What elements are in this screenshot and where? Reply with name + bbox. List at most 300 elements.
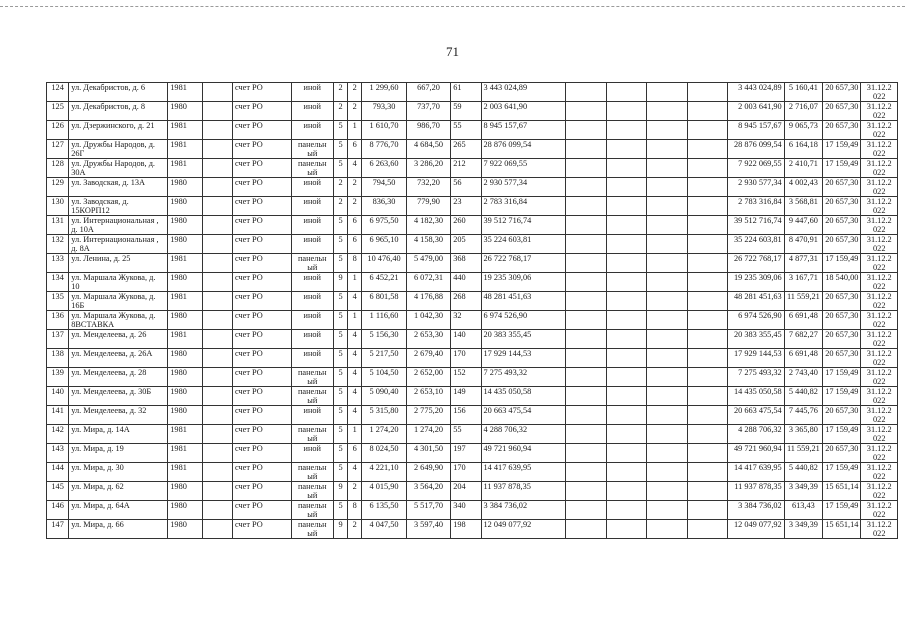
cell-max-cost: 15 651,14 <box>823 482 861 501</box>
cell-living-area: 1 042,30 <box>406 311 450 330</box>
cell-fund-method: счет РО <box>232 178 291 197</box>
cell-empty <box>606 330 646 349</box>
cell-empty <box>647 159 687 178</box>
cell-specific-cost: 9 065,73 <box>784 121 822 140</box>
cell-living-area: 2 649,90 <box>406 463 450 482</box>
cell-empty <box>566 311 606 330</box>
cell-max-cost: 20 657,30 <box>823 330 861 349</box>
cell-living-area: 737,70 <box>406 102 450 121</box>
cell-empty <box>647 140 687 159</box>
cell-total-cost: 14 417 639,95 <box>481 463 566 482</box>
cell-wall-material: панельн ый <box>291 159 333 178</box>
cell-total-area: 5 090,40 <box>362 387 406 406</box>
cell-address: ул. Мира, д. 62 <box>69 482 168 501</box>
cell-year: 1981 <box>168 83 202 102</box>
cell-year: 1980 <box>168 368 202 387</box>
cell-empty <box>687 178 727 197</box>
cell-max-cost: 20 657,30 <box>823 311 861 330</box>
cell-specific-cost: 2 743,40 <box>784 368 822 387</box>
cell-floors: 5 <box>334 216 348 235</box>
cell-deadline: 31.12.2 022 <box>861 140 898 159</box>
cell-living-area: 986,70 <box>406 121 450 140</box>
cell-year: 1981 <box>168 292 202 311</box>
cell-row-number: 137 <box>47 330 69 349</box>
cell-empty <box>687 406 727 425</box>
cell-year: 1980 <box>168 102 202 121</box>
cell-fund-method: счет РО <box>232 482 291 501</box>
cell-entrances: 4 <box>348 330 362 349</box>
cell-max-cost: 17 159,49 <box>823 463 861 482</box>
cell-empty <box>606 463 646 482</box>
cell-entrances: 2 <box>348 520 362 539</box>
cell-empty <box>202 311 232 330</box>
cell-empty <box>566 482 606 501</box>
cell-max-cost: 17 159,49 <box>823 140 861 159</box>
cell-fund-method: счет РО <box>232 349 291 368</box>
cell-specific-cost: 6 691,48 <box>784 349 822 368</box>
cell-empty <box>566 178 606 197</box>
cell-empty <box>606 520 646 539</box>
cell-empty <box>647 406 687 425</box>
cell-living-area: 2 679,40 <box>406 349 450 368</box>
cell-row-number: 131 <box>47 216 69 235</box>
cell-deadline: 31.12.2 022 <box>861 406 898 425</box>
cell-address: ул. Дружбы Народов, д. 30А <box>69 159 168 178</box>
cell-residents: 23 <box>451 197 481 216</box>
cell-address: ул. Заводская, д. 13А <box>69 178 168 197</box>
cell-wall-material: иной <box>291 406 333 425</box>
cell-specific-cost: 11 559,21 <box>784 444 822 463</box>
cell-max-cost: 20 657,30 <box>823 197 861 216</box>
table-row <box>47 406 898 425</box>
cell-fund-method: счет РО <box>232 292 291 311</box>
cell-empty <box>202 83 232 102</box>
cell-entrances: 8 <box>348 254 362 273</box>
table-row <box>47 292 898 311</box>
cell-max-cost: 15 651,14 <box>823 520 861 539</box>
cell-empty <box>202 501 232 520</box>
cell-residents: 212 <box>451 159 481 178</box>
cell-total-cost: 20 383 355,45 <box>481 330 566 349</box>
cell-deadline: 31.12.2 022 <box>861 254 898 273</box>
cell-empty <box>566 349 606 368</box>
cell-living-area: 4 182,30 <box>406 216 450 235</box>
cell-fund-method: счет РО <box>232 311 291 330</box>
cell-max-cost: 17 159,49 <box>823 254 861 273</box>
cell-repair-cost: 8 945 157,67 <box>728 121 785 140</box>
cell-fund-method: счет РО <box>232 102 291 121</box>
cell-empty <box>647 501 687 520</box>
cell-address: ул. Менделеева, д. 32 <box>69 406 168 425</box>
cell-fund-method: счет РО <box>232 444 291 463</box>
cell-row-number: 146 <box>47 501 69 520</box>
cell-repair-cost: 28 876 099,54 <box>728 140 785 159</box>
cell-specific-cost: 2 716,07 <box>784 102 822 121</box>
table-row <box>47 520 898 539</box>
cell-total-area: 1 116,60 <box>362 311 406 330</box>
cell-total-area: 5 104,50 <box>362 368 406 387</box>
cell-address: ул. Декабристов, д. 6 <box>69 83 168 102</box>
cell-year: 1981 <box>168 444 202 463</box>
cell-floors: 5 <box>334 501 348 520</box>
cell-wall-material: панельн ый <box>291 140 333 159</box>
cell-empty <box>647 83 687 102</box>
cell-residents: 340 <box>451 501 481 520</box>
cell-empty <box>647 178 687 197</box>
cell-deadline: 31.12.2 022 <box>861 197 898 216</box>
cell-row-number: 125 <box>47 102 69 121</box>
page-number: 71 <box>446 44 459 59</box>
cell-empty <box>566 140 606 159</box>
cell-empty <box>202 121 232 140</box>
cell-fund-method: счет РО <box>232 159 291 178</box>
cell-empty <box>647 121 687 140</box>
cell-floors: 5 <box>334 159 348 178</box>
cell-living-area: 3 286,20 <box>406 159 450 178</box>
cell-floors: 5 <box>334 140 348 159</box>
cell-empty <box>566 501 606 520</box>
cell-year: 1980 <box>168 311 202 330</box>
cell-total-cost: 2 003 641,90 <box>481 102 566 121</box>
cell-empty <box>606 444 646 463</box>
cell-entrances: 4 <box>348 463 362 482</box>
cell-fund-method: счет РО <box>232 330 291 349</box>
cell-total-area: 836,30 <box>362 197 406 216</box>
cell-residents: 156 <box>451 406 481 425</box>
cell-floors: 5 <box>334 463 348 482</box>
cell-row-number: 129 <box>47 178 69 197</box>
cell-entrances: 4 <box>348 349 362 368</box>
cell-repair-cost: 26 722 768,17 <box>728 254 785 273</box>
cell-address: ул. Маршала Жукова, д. 10 <box>69 273 168 292</box>
cell-empty <box>202 349 232 368</box>
cell-year: 1980 <box>168 482 202 501</box>
cell-residents: 440 <box>451 273 481 292</box>
table-row <box>47 463 898 482</box>
cell-empty <box>647 387 687 406</box>
cell-row-number: 143 <box>47 444 69 463</box>
cell-empty <box>202 159 232 178</box>
cell-deadline: 31.12.2 022 <box>861 159 898 178</box>
cell-wall-material: иной <box>291 273 333 292</box>
cell-living-area: 5 479,00 <box>406 254 450 273</box>
cell-fund-method: счет РО <box>232 501 291 520</box>
cell-wall-material: иной <box>291 292 333 311</box>
cell-empty <box>606 140 646 159</box>
cell-residents: 140 <box>451 330 481 349</box>
cell-year: 1980 <box>168 406 202 425</box>
cell-empty <box>606 159 646 178</box>
cell-total-area: 4 047,50 <box>362 520 406 539</box>
cell-floors: 5 <box>334 121 348 140</box>
cell-empty <box>566 159 606 178</box>
cell-empty <box>647 102 687 121</box>
cell-empty <box>202 292 232 311</box>
cell-empty <box>647 216 687 235</box>
cell-residents: 32 <box>451 311 481 330</box>
cell-fund-method: счет РО <box>232 121 291 140</box>
table-row <box>47 482 898 501</box>
cell-max-cost: 20 657,30 <box>823 406 861 425</box>
cell-empty <box>606 349 646 368</box>
cell-empty <box>647 292 687 311</box>
cell-address: ул. Ленина, д. 25 <box>69 254 168 273</box>
cell-wall-material: панельн ый <box>291 482 333 501</box>
cell-empty <box>202 140 232 159</box>
cell-repair-cost: 7 922 069,55 <box>728 159 785 178</box>
cell-row-number: 126 <box>47 121 69 140</box>
cell-empty <box>606 273 646 292</box>
cell-entrances: 6 <box>348 140 362 159</box>
cell-total-cost: 3 443 024,89 <box>481 83 566 102</box>
cell-fund-method: счет РО <box>232 197 291 216</box>
cell-fund-method: счет РО <box>232 140 291 159</box>
cell-wall-material: панельн ый <box>291 368 333 387</box>
table-row <box>47 159 898 178</box>
cell-total-cost: 48 281 451,63 <box>481 292 566 311</box>
cell-living-area: 3 564,20 <box>406 482 450 501</box>
table-row <box>47 216 898 235</box>
cell-empty <box>202 178 232 197</box>
cell-empty <box>687 330 727 349</box>
cell-total-cost: 39 512 716,74 <box>481 216 566 235</box>
cell-empty <box>606 197 646 216</box>
cell-wall-material: панельн ый <box>291 425 333 444</box>
cell-fund-method: счет РО <box>232 425 291 444</box>
cell-max-cost: 20 657,30 <box>823 178 861 197</box>
cell-total-area: 4 221,10 <box>362 463 406 482</box>
cell-repair-cost: 39 512 716,74 <box>728 216 785 235</box>
cell-total-cost: 8 945 157,67 <box>481 121 566 140</box>
cell-empty <box>202 235 232 254</box>
cell-empty <box>647 311 687 330</box>
cell-residents: 197 <box>451 444 481 463</box>
cell-empty <box>566 121 606 140</box>
cell-empty <box>687 520 727 539</box>
cell-row-number: 139 <box>47 368 69 387</box>
cell-empty <box>566 102 606 121</box>
cell-entrances: 6 <box>348 444 362 463</box>
cell-max-cost: 17 159,49 <box>823 387 861 406</box>
cell-row-number: 141 <box>47 406 69 425</box>
cell-fund-method: счет РО <box>232 387 291 406</box>
table-row <box>47 387 898 406</box>
cell-entrances: 2 <box>348 83 362 102</box>
cell-max-cost: 20 657,30 <box>823 235 861 254</box>
cell-repair-cost: 19 235 309,06 <box>728 273 785 292</box>
cell-max-cost: 17 159,49 <box>823 159 861 178</box>
cell-empty <box>647 482 687 501</box>
cell-row-number: 128 <box>47 159 69 178</box>
cell-empty <box>566 235 606 254</box>
cell-repair-cost: 2 783 316,84 <box>728 197 785 216</box>
cell-empty <box>606 83 646 102</box>
cell-empty <box>647 197 687 216</box>
cell-empty <box>566 368 606 387</box>
cell-entrances: 6 <box>348 216 362 235</box>
cell-entrances: 2 <box>348 102 362 121</box>
cell-total-cost: 14 435 050,58 <box>481 387 566 406</box>
cell-address: ул. Мира, д. 19 <box>69 444 168 463</box>
cell-floors: 5 <box>334 444 348 463</box>
cell-repair-cost: 3 384 736,02 <box>728 501 785 520</box>
cell-repair-cost: 14 435 050,58 <box>728 387 785 406</box>
cell-deadline: 31.12.2 022 <box>861 501 898 520</box>
cell-floors: 2 <box>334 102 348 121</box>
cell-floors: 9 <box>334 273 348 292</box>
cell-living-area: 3 597,40 <box>406 520 450 539</box>
cell-residents: 170 <box>451 463 481 482</box>
cell-empty <box>647 273 687 292</box>
cell-deadline: 31.12.2 022 <box>861 311 898 330</box>
cell-deadline: 31.12.2 022 <box>861 102 898 121</box>
cell-empty <box>687 292 727 311</box>
cell-empty <box>202 197 232 216</box>
cell-repair-cost: 48 281 451,63 <box>728 292 785 311</box>
cell-year: 1980 <box>168 387 202 406</box>
cell-total-cost: 12 049 077,92 <box>481 520 566 539</box>
cell-empty <box>566 292 606 311</box>
cell-max-cost: 20 657,30 <box>823 292 861 311</box>
cell-total-area: 6 135,50 <box>362 501 406 520</box>
cell-fund-method: счет РО <box>232 83 291 102</box>
cell-row-number: 133 <box>47 254 69 273</box>
cell-wall-material: иной <box>291 83 333 102</box>
cell-empty <box>202 254 232 273</box>
cell-max-cost: 20 657,30 <box>823 102 861 121</box>
cell-specific-cost: 5 440,82 <box>784 463 822 482</box>
cell-year: 1980 <box>168 235 202 254</box>
cell-total-cost: 19 235 309,06 <box>481 273 566 292</box>
cell-year: 1980 <box>168 273 202 292</box>
cell-empty <box>566 387 606 406</box>
cell-floors: 5 <box>334 311 348 330</box>
cell-entrances: 1 <box>348 273 362 292</box>
cell-empty <box>647 235 687 254</box>
cell-repair-cost: 20 663 475,54 <box>728 406 785 425</box>
cell-wall-material: панельн ый <box>291 520 333 539</box>
cell-floors: 5 <box>334 349 348 368</box>
cell-deadline: 31.12.2 022 <box>861 292 898 311</box>
cell-empty <box>647 349 687 368</box>
cell-living-area: 5 517,70 <box>406 501 450 520</box>
cell-living-area: 2 653,30 <box>406 330 450 349</box>
cell-living-area: 6 072,31 <box>406 273 450 292</box>
cell-empty <box>606 387 646 406</box>
cell-wall-material: иной <box>291 102 333 121</box>
cell-year: 1980 <box>168 520 202 539</box>
cell-max-cost: 17 159,49 <box>823 501 861 520</box>
cell-total-area: 1 299,60 <box>362 83 406 102</box>
cell-fund-method: счет РО <box>232 368 291 387</box>
cell-total-cost: 20 663 475,54 <box>481 406 566 425</box>
cell-empty <box>606 216 646 235</box>
cell-year: 1981 <box>168 425 202 444</box>
table-row <box>47 368 898 387</box>
cell-entrances: 2 <box>348 482 362 501</box>
table-row <box>47 311 898 330</box>
cell-entrances: 8 <box>348 501 362 520</box>
cell-specific-cost: 4 877,31 <box>784 254 822 273</box>
cell-fund-method: счет РО <box>232 254 291 273</box>
cell-deadline: 31.12.2 022 <box>861 444 898 463</box>
cell-total-area: 4 015,90 <box>362 482 406 501</box>
cell-residents: 205 <box>451 235 481 254</box>
cell-living-area: 4 158,30 <box>406 235 450 254</box>
cell-floors: 9 <box>334 482 348 501</box>
cell-row-number: 147 <box>47 520 69 539</box>
cell-year: 1981 <box>168 254 202 273</box>
cell-total-area: 8 776,70 <box>362 140 406 159</box>
cell-empty <box>687 501 727 520</box>
cell-residents: 260 <box>451 216 481 235</box>
cell-wall-material: иной <box>291 349 333 368</box>
cell-floors: 2 <box>334 197 348 216</box>
cell-row-number: 132 <box>47 235 69 254</box>
cell-empty <box>687 387 727 406</box>
cell-address: ул. Заводская, д. 15КОРП12 <box>69 197 168 216</box>
cell-living-area: 1 274,20 <box>406 425 450 444</box>
cell-specific-cost: 11 559,21 <box>784 292 822 311</box>
cell-empty <box>202 330 232 349</box>
cell-living-area: 2 652,00 <box>406 368 450 387</box>
cell-total-area: 8 024,50 <box>362 444 406 463</box>
cell-deadline: 31.12.2 022 <box>861 83 898 102</box>
cell-residents: 59 <box>451 102 481 121</box>
cell-empty <box>687 463 727 482</box>
cell-entrances: 4 <box>348 368 362 387</box>
cell-wall-material: панельн ый <box>291 254 333 273</box>
cell-address: ул. Дзержинского, д. 21 <box>69 121 168 140</box>
cell-fund-method: счет РО <box>232 235 291 254</box>
cell-specific-cost: 7 445,76 <box>784 406 822 425</box>
cell-deadline: 31.12.2 022 <box>861 463 898 482</box>
cell-max-cost: 18 540,00 <box>823 273 861 292</box>
cell-empty <box>202 444 232 463</box>
cell-wall-material: иной <box>291 216 333 235</box>
cell-row-number: 142 <box>47 425 69 444</box>
cell-floors: 5 <box>334 368 348 387</box>
cell-living-area: 667,20 <box>406 83 450 102</box>
cell-empty <box>687 444 727 463</box>
cell-empty <box>566 273 606 292</box>
cell-residents: 204 <box>451 482 481 501</box>
cell-specific-cost: 3 167,71 <box>784 273 822 292</box>
cell-residents: 56 <box>451 178 481 197</box>
cell-total-area: 5 217,50 <box>362 349 406 368</box>
cell-year: 1981 <box>168 159 202 178</box>
cell-empty <box>687 159 727 178</box>
cell-empty <box>606 102 646 121</box>
cell-entrances: 4 <box>348 387 362 406</box>
cell-residents: 368 <box>451 254 481 273</box>
cell-empty <box>566 520 606 539</box>
cell-specific-cost: 3 568,81 <box>784 197 822 216</box>
cell-empty <box>606 254 646 273</box>
cell-total-area: 6 801,58 <box>362 292 406 311</box>
cell-total-area: 6 263,60 <box>362 159 406 178</box>
cell-empty <box>647 368 687 387</box>
cell-empty <box>687 235 727 254</box>
cell-empty <box>202 425 232 444</box>
cell-total-cost: 11 937 878,35 <box>481 482 566 501</box>
cell-wall-material: иной <box>291 330 333 349</box>
cell-max-cost: 20 657,30 <box>823 121 861 140</box>
table-row <box>47 83 898 102</box>
cell-empty <box>566 444 606 463</box>
cell-deadline: 31.12.2 022 <box>861 273 898 292</box>
cell-total-cost: 28 876 099,54 <box>481 140 566 159</box>
